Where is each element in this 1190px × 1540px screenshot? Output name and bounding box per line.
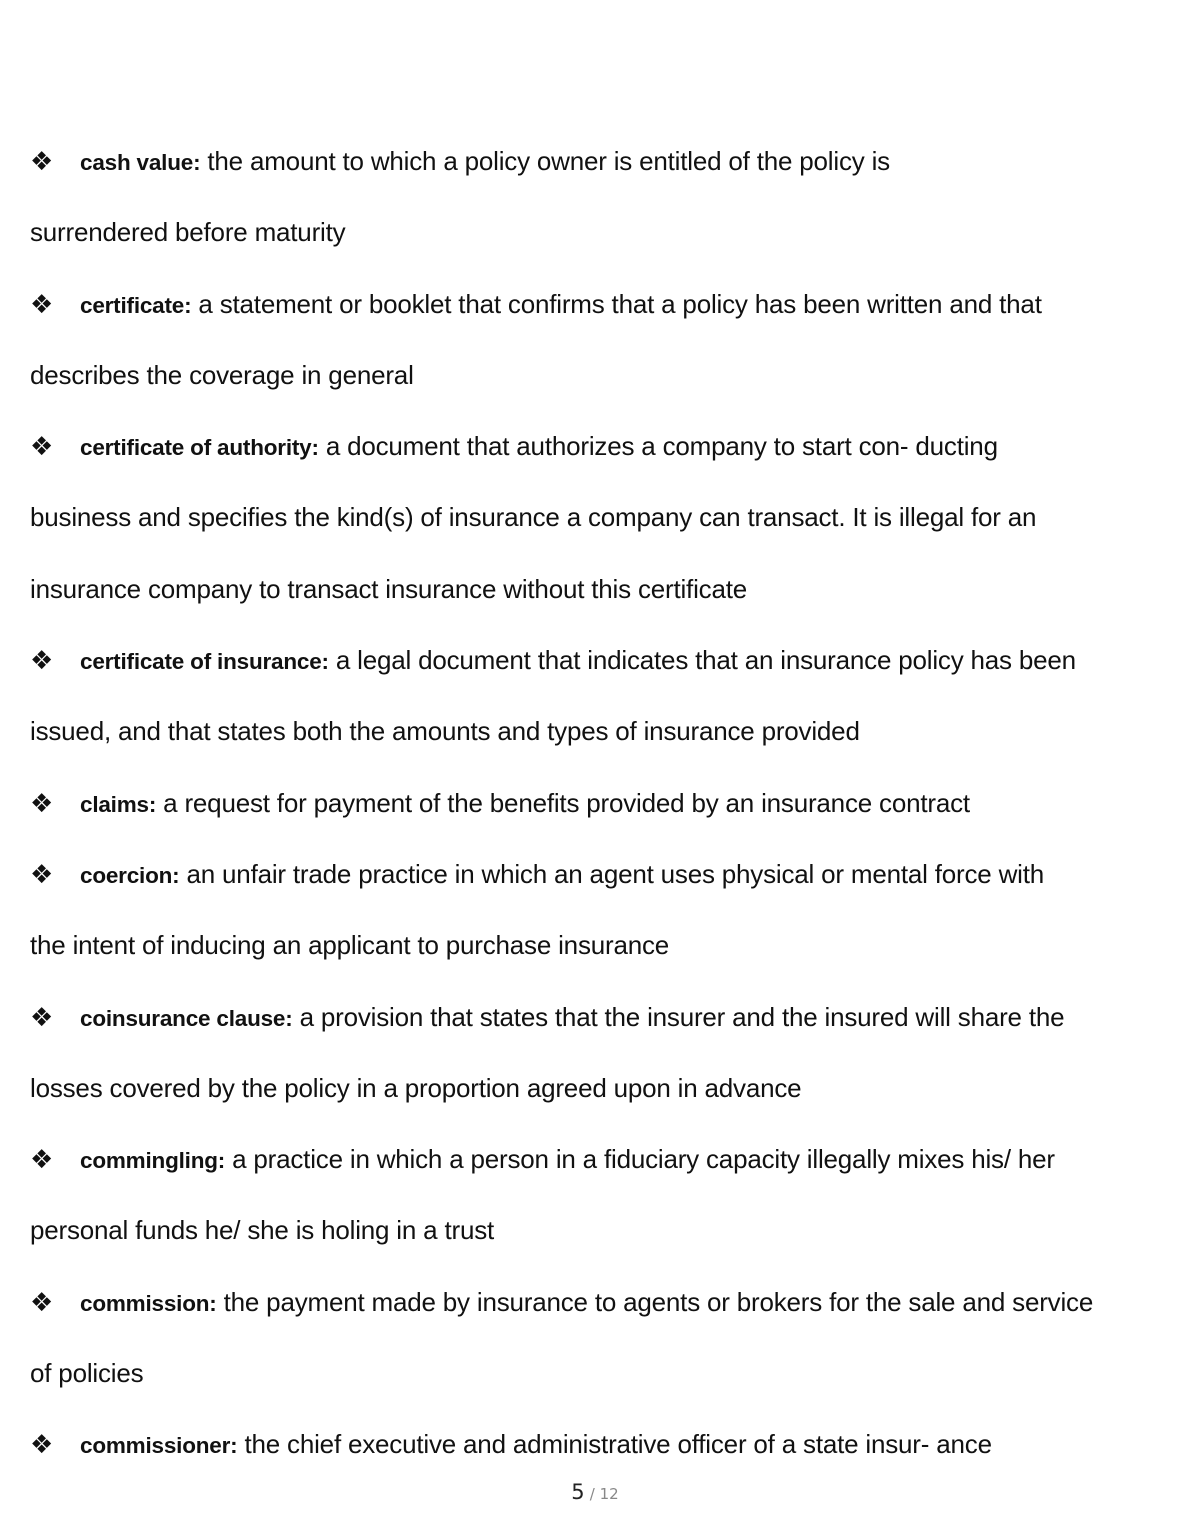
glossary-term: certificate: — [80, 292, 192, 318]
glossary-definition: the payment made by insurance to agents or brokers for the sale and service — [216, 1286, 1094, 1317]
definition-continuation: losses covered by the policy in a proportion agreed upon in advance — [30, 1072, 802, 1103]
glossary-definition: a legal document that indicates that an insurance policy has been — [328, 645, 1076, 676]
diamond-bullet-icon: ❖ — [30, 1145, 54, 1176]
glossary-entry-commingling — [30, 1124, 1155, 1195]
glossary-definition: a statement or booklet that confirms that a policy has been written and that — [191, 288, 1042, 319]
glossary-entry-certificate — [30, 269, 1155, 340]
glossary-term: cash value: — [80, 150, 201, 175]
glossary-term: commission: — [80, 1290, 217, 1316]
diamond-bullet-icon: ❖ — [30, 788, 54, 819]
glossary-entry-certificate-of-authority — [30, 411, 1155, 482]
glossary-entry-coinsurance-clause — [30, 982, 1155, 1053]
glossary-term: claims: — [80, 791, 157, 817]
glossary-definition: the amount to which a policy owner is entitled of the policy is — [200, 146, 890, 176]
glossary-term: certificate of insurance: — [80, 649, 329, 675]
definition-continuation: business and specifies the kind(s) of insurance a company can transact. It is illegal for an — [30, 502, 1037, 533]
glossary-term: certificate of authority: — [80, 435, 319, 461]
glossary-term: commissioner: — [80, 1433, 238, 1459]
page-indicator — [0, 1480, 1190, 1504]
glossary-definition: a provision that states that the insurer and the insured will share the — [292, 1001, 1065, 1032]
diamond-bullet-icon: ❖ — [30, 147, 54, 177]
glossary-entry-certificate-of-insurance — [30, 625, 1155, 696]
glossary-entry-commission — [30, 1267, 1155, 1338]
definition-continuation: of policies — [30, 1358, 144, 1389]
glossary-term: coercion: — [80, 862, 180, 888]
diamond-bullet-icon: ❖ — [30, 646, 54, 677]
glossary-entry-cash-value — [30, 126, 1155, 197]
glossary-term: coinsurance clause: — [80, 1005, 293, 1031]
glossary-entry-coercion — [30, 839, 1155, 910]
definition-continuation: insurance company to transact insurance without this certificate — [30, 573, 748, 604]
document-page — [30, 126, 1155, 1481]
diamond-bullet-icon: ❖ — [30, 1287, 54, 1318]
definition-continuation: issued, and that states both the amounts and types of insurance provided — [30, 716, 860, 747]
glossary-term: commingling: — [80, 1148, 226, 1174]
glossary-definition: a request for payment of the benefits provided by an insurance contract — [156, 787, 970, 818]
glossary-definition: an unfair trade practice in which an agent uses physical or mental force with — [179, 858, 1045, 889]
definition-continuation: surrendered before maturity — [30, 217, 346, 248]
diamond-bullet-icon: ❖ — [30, 1002, 54, 1033]
glossary-definition: the chief executive and administrative officer of a state insur- ance — [237, 1429, 992, 1460]
glossary-definition: a document that authorizes a company to start con- ducting — [318, 431, 998, 462]
total-pages: / 12 — [589, 1485, 619, 1503]
diamond-bullet-icon: ❖ — [30, 1430, 54, 1461]
glossary-definition: a practice in which a person in a fiduciary capacity illegally mixes his/ her — [225, 1144, 1055, 1175]
glossary-entry-claims — [30, 768, 1155, 839]
diamond-bullet-icon: ❖ — [30, 289, 54, 320]
definition-continuation: the intent of inducing an applicant to purchase insurance — [30, 930, 670, 961]
diamond-bullet-icon: ❖ — [30, 432, 54, 463]
current-page-number: 5 — [571, 1480, 585, 1504]
diamond-bullet-icon: ❖ — [30, 859, 54, 890]
glossary-entry-commissioner — [30, 1409, 1155, 1480]
definition-continuation: personal funds he/ she is holing in a trust — [30, 1215, 495, 1246]
definition-continuation: describes the coverage in general — [30, 359, 414, 390]
